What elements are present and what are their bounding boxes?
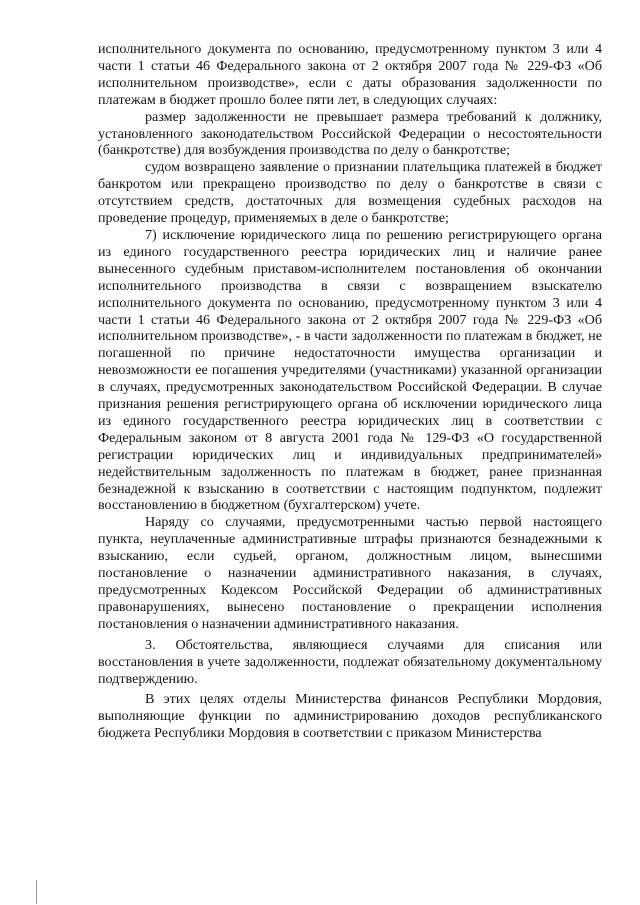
paragraph-ministry-departments: В этих целях отделы Министерства финансов Республики Мордовия, выполняющие функции по администрированию доходов республиканского бюджета Республики Мордовия в соответствии с приказом Министерства bbox=[98, 691, 602, 742]
paragraph-debt-threshold: размер задолженности не превышает размера требований к должнику, установленного законодательством Российской Федерации о несостоятельности (банкротстве) для возбуждения производства по делу о банкротстве; bbox=[98, 108, 602, 159]
scan-edge-mark bbox=[36, 880, 37, 904]
paragraph-bankruptcy-returned: судом возвращено заявление о признании плательщика платежей в бюджет банкротом или прекращено производство по делу о банкротстве в связи с отсутствием средств, достаточных для возмещения судебных расходов на проведение процедур, применяемых в деле о банкротстве; bbox=[98, 159, 602, 227]
paragraph-continuation: исполнительного документа по основанию, предусмотренному пунктом 3 или 4 части 1 статьи 46 Федерального закона от 2 октября 2007 года № 229-ФЗ «Об исполнительном производстве», если с даты образования задолженности по платежам в бюджет прошло более пяти лет, в следующих случаях: bbox=[98, 41, 602, 108]
paragraph-item-7: 7) исключение юридического лица по решению регистрирующего органа из единого государственного реестра юридических лиц и наличие ранее вынесенного судебным приставом-исполнителем постановления об окончании исполнительного производства в связи с возвращением взыскателю исполнительного документа по основанию, предусмотренному пунктом 3 или 4 части 1 статьи 46 Федерального закона от 2 октября 2007 года № 229-ФЗ «Об исполнительном производстве», - в части задолженности по платежам в бюджет, не погашенной по причине недостаточности имущества организации и невозможности ее погашения учредителями (участниками) указанной организации в случаях, предусмотренных законодательством Российской Федерации. В случае признания решения регистрирующего органа об исключении юридического лица из единого государственного реестра юридических лиц в соответствии с Федеральным законом от 8 августа 2001 года № 129-ФЗ «О государственной регистрации юридических лиц и индивидуальных предпринимателей» недействительным задолженность по платежам в бюджет, ранее признанная безнадежной к взысканию в соответствии с настоящим подпунктом, подлежит восстановлению в бюджетном (бухгалтерском) учете. bbox=[98, 226, 602, 514]
paragraph-item-3: 3. Обстоятельства, являющиеся случаями для списания или восстановления в учете задолженности, подлежат обязательному документальному подтверждению. bbox=[98, 636, 602, 687]
paragraph-administrative-fines: Наряду со случаями, предусмотренными частью первой настоящего пункта, неуплаченные административные штрафы признаются безнадежными к взысканию, если судьей, органом, должностным лицом, вынесшими постановление о назначении административного наказания, в случаях, предусмотренных Кодексом Российской Федерации об административных правонарушениях, вынесено постановление о прекращении исполнения постановления о назначении административного наказания. bbox=[98, 514, 602, 632]
document-body bbox=[98, 41, 602, 742]
